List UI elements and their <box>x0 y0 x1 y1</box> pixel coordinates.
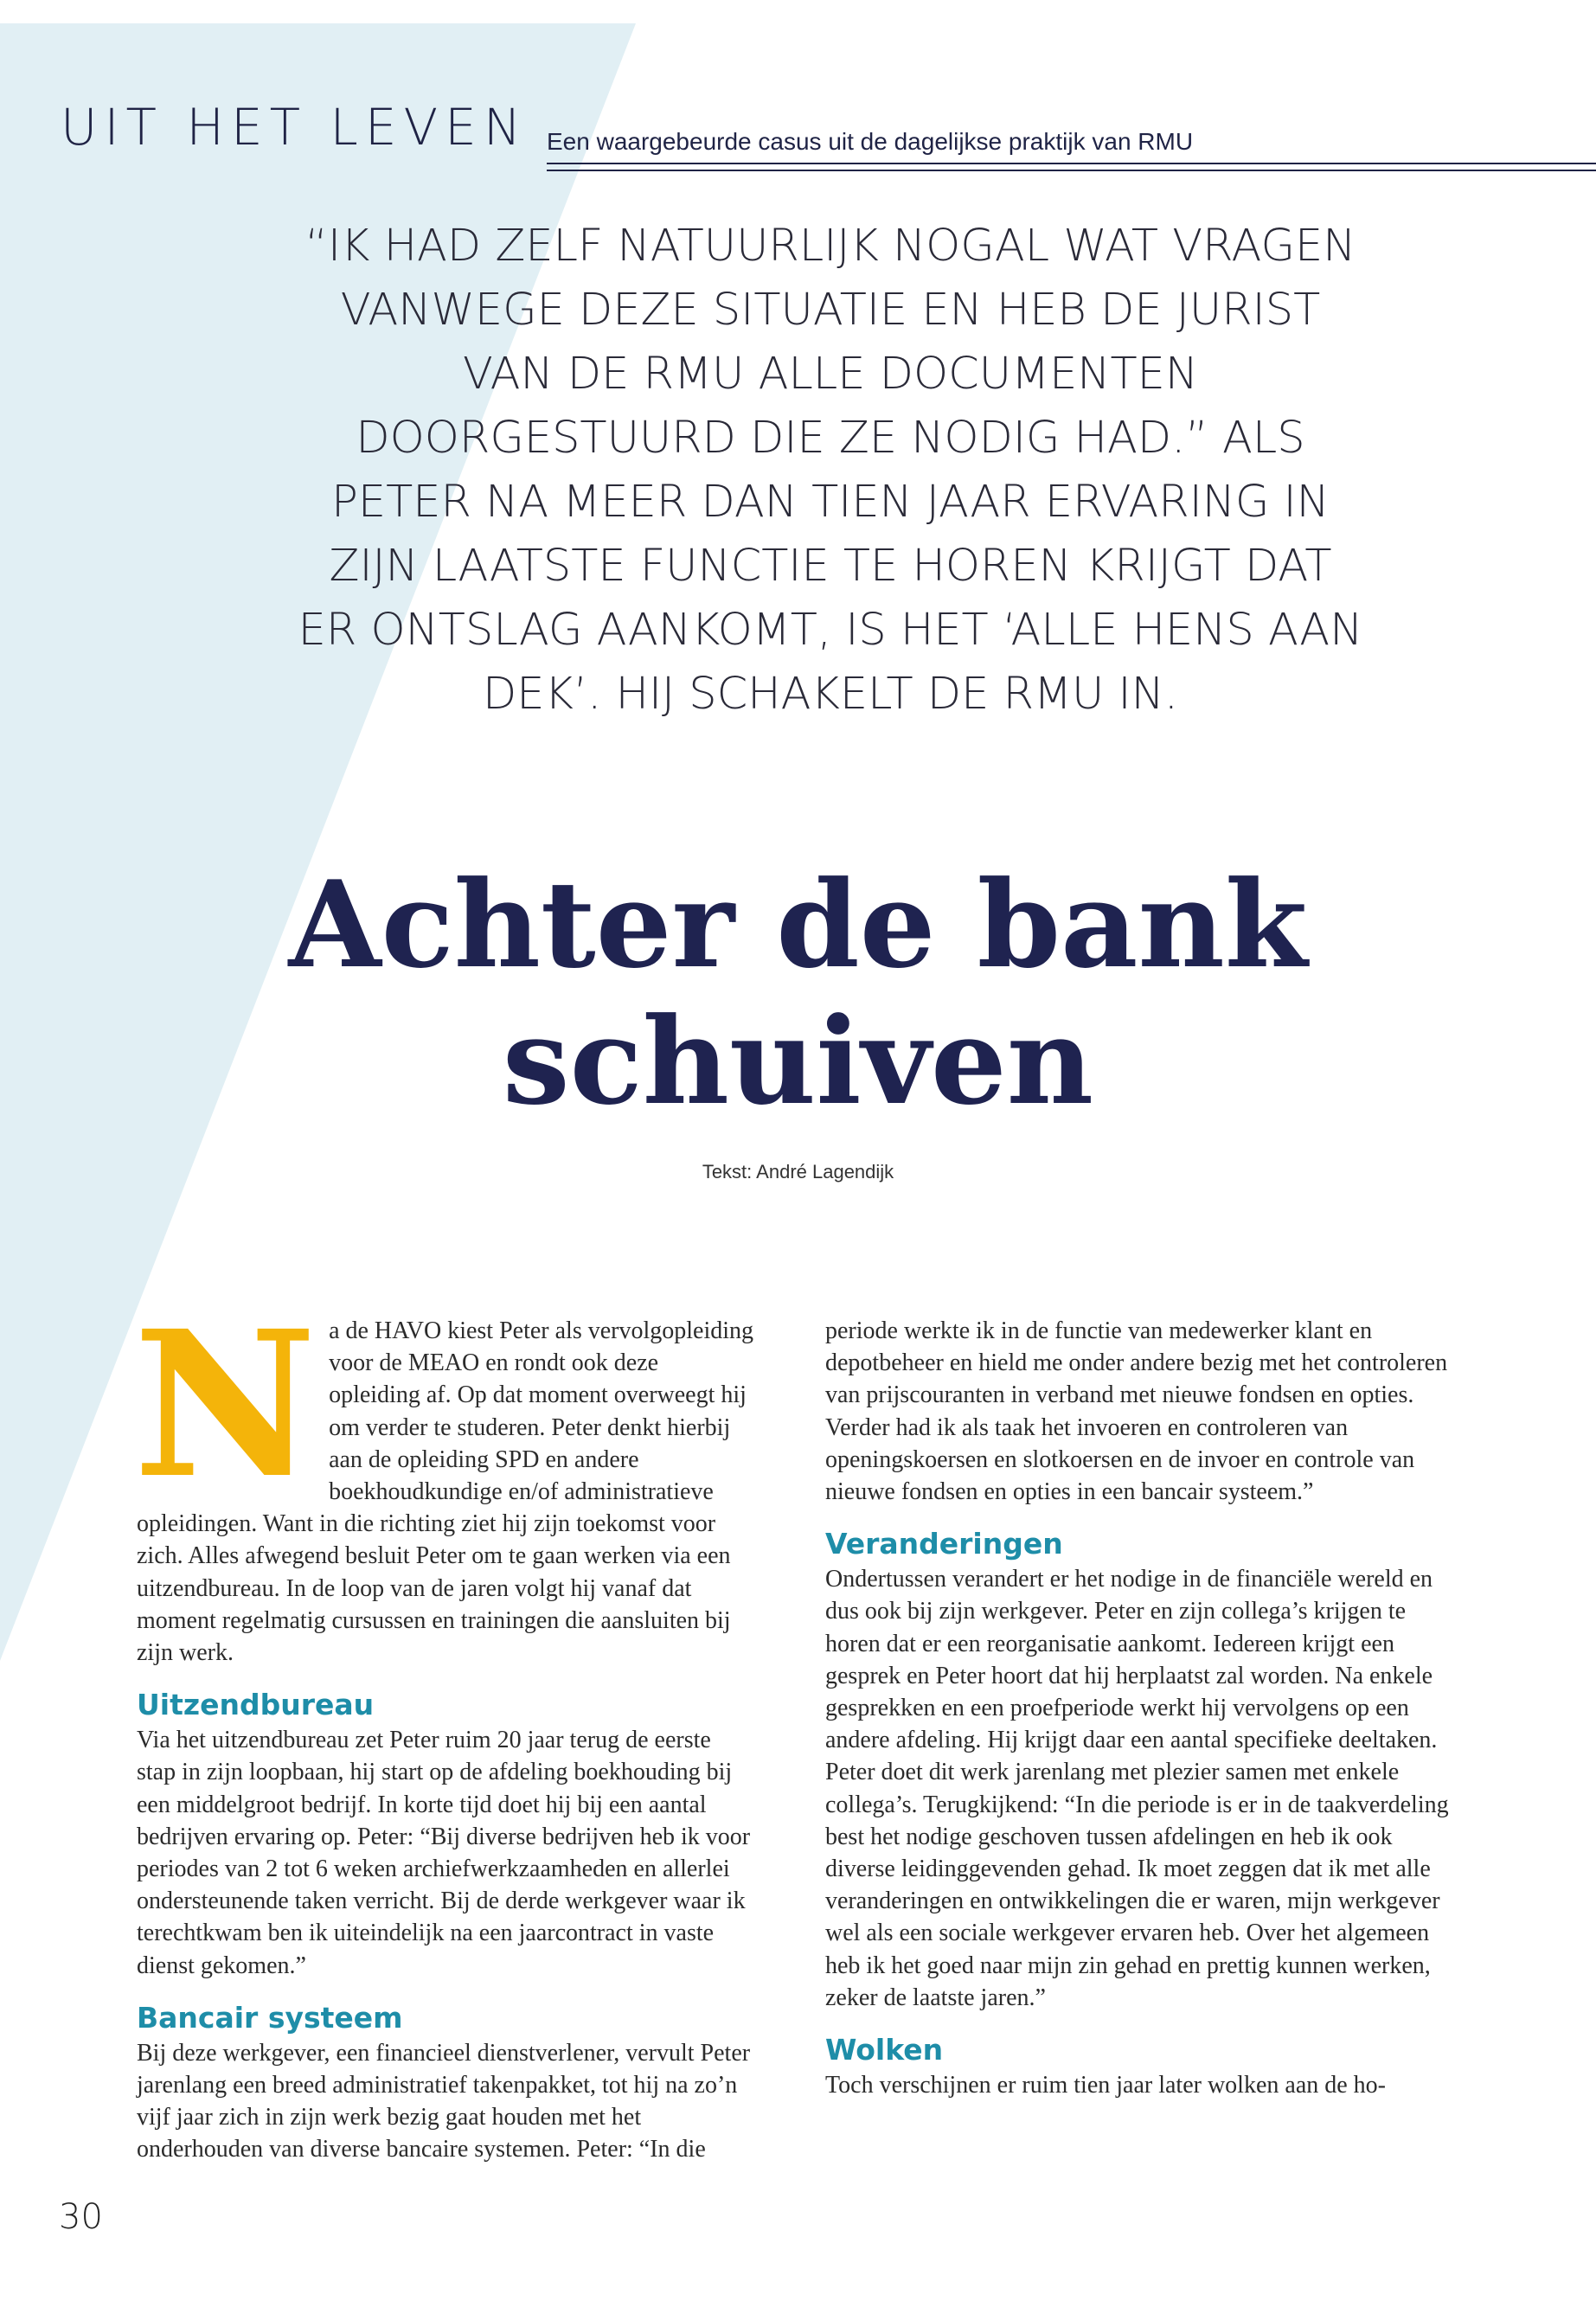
paragraph-veranderingen: Ondertussen verandert er het nodige in de financiële wereld en dus ook bij zijn werkgever. Peter en zijn collega’s krijgen te horen dat er een reorganisatie aankomt. Iedereen krijgt een gesprek en Peter hoort dat hij herplaatst zal worden. Na enkele gesprekken en een proefperiode werkt hij vervolgens op een andere afdeling. Hij krijgt daar een aantal specifieke deeltaken. Peter doet dit werk jarenlang met plezier samen met enkele collega’s. Terugkijkend: “In die periode is er in de taakverdeling best het nodige geschoven tussen afdelingen en heb ik ook diverse leidinggevenden gehad. Ik moet zeggen dat ik met alle veranderingen en ontwikkelingen die er waren, mijn werkgever wel als een sociale werkgever ervaren heb. Over het algemeen heb ik het goed naar mijn zin gehad en prettig kunnen werken, zeker de laatste jaren.” <box>825 1566 1449 2011</box>
lead-quote: “IK HAD ZELF NATUURLIJK NOGAL WAT VRAGEN VANWEGE DEZE SITUATIE EN HEB DE JURIST VAN DE RMU ALLE DOCUMENTEN DOORGESTUURD DIE ZE NODIG HAD.” ALS PETER NA MEER DAN TIEN JAAR ERVARING IN ZIJN LAATSTE FUNCTIE TE HOREN KRIJGT DAT ER ONTSLAG AANKOMT, IS HET ‘ALLE HENS AAN DEK’. HIJ SCHAKELT DE RMU IN. <box>298 221 1363 720</box>
article-column-right <box>825 1315 1458 2101</box>
article-headline: Achter de bank schuiven <box>288 854 1308 1131</box>
paragraph-wolken: Toch verschijnen er ruim tien jaar later wolken aan de ho- <box>825 2072 1386 2099</box>
paragraph-uitzendbureau: Via het uitzendbureau zet Peter ruim 20 jaar terug de eerste stap in zijn loopbaan, hij start op de afdeling boekhouding bij een middelgroot bedrijf. In korte tijd doet hij bij een aantal bedrijven ervaring op. Peter: “Bij diverse bedrijven heb ik voor periodes van 2 tot 6 weken archiefwerkzaamheden en allerlei ondersteunende taken verricht. Bij de derde werkgever waar ik terechtkwam ben ik uiteindelijk na een jaarcontract in vaste dienst gekomen.” <box>137 1727 751 1979</box>
section-title: UIT HET LEVEN <box>61 98 529 157</box>
article-column-left <box>133 1286 754 2166</box>
subheading-uitzendbureau: Uitzendbureau <box>137 1688 375 1722</box>
author-credit: Tekst: André Lagendijk <box>702 1161 894 1183</box>
page-number: 30 <box>59 2197 103 2237</box>
subheading-veranderingen: Veranderingen <box>825 1527 1063 1561</box>
paragraph-bancair-continued: periode werkte ik in de functie van medewerker klant en depotbeheer en hield me onder andere bezig met het controleren van prijscouranten in verband met nieuwe fondsen en opties. Verder had ik als taak het invoeren en controleren van openingskoersen en slotkoersen en de invoer en controle van nieuwe fondsen en opties in een bancair systeem.” <box>825 1317 1448 1506</box>
drop-cap: N <box>133 1286 317 1522</box>
subheading-wolken: Wolken <box>825 2033 944 2067</box>
intro-text: a de HAVO kiest Peter als vervolgopleiding voor de MEAO en rondt ook deze opleiding af. Op dat moment overweegt hij om verder te studeren. Peter denkt hierbij aan de opleiding SPD en andere boekhoudkundige en/of administratieve opleidingen. Want in die richting ziet hij zijn toekomst voor zich. Alles afwegend besluit Peter om te gaan werken via een uitzendbureau. In de loop van de jaren volgt hij vanaf dat moment regelmatig cursussen en trainingen die aansluiten bij zijn werk. <box>137 1317 754 1667</box>
section-subtitle: Een waargebeurde casus uit de dagelijkse praktijk van RMU <box>547 128 1194 155</box>
header-rule <box>547 163 1596 164</box>
intro-paragraph <box>133 1286 754 1669</box>
subheading-bancair-systeem: Bancair systeem <box>137 2000 403 2035</box>
paragraph-bancair-systeem: Bij deze werkgever, een financieel dienstverlener, vervult Peter jarenlang een breed administratief takenpakket, tot hij na zo’n vijf jaar zich in zijn werk bezig gaat houden met het onderhouden van diverse bancaire systemen. Peter: “In die <box>137 2039 751 2163</box>
header-rule <box>547 170 1596 171</box>
